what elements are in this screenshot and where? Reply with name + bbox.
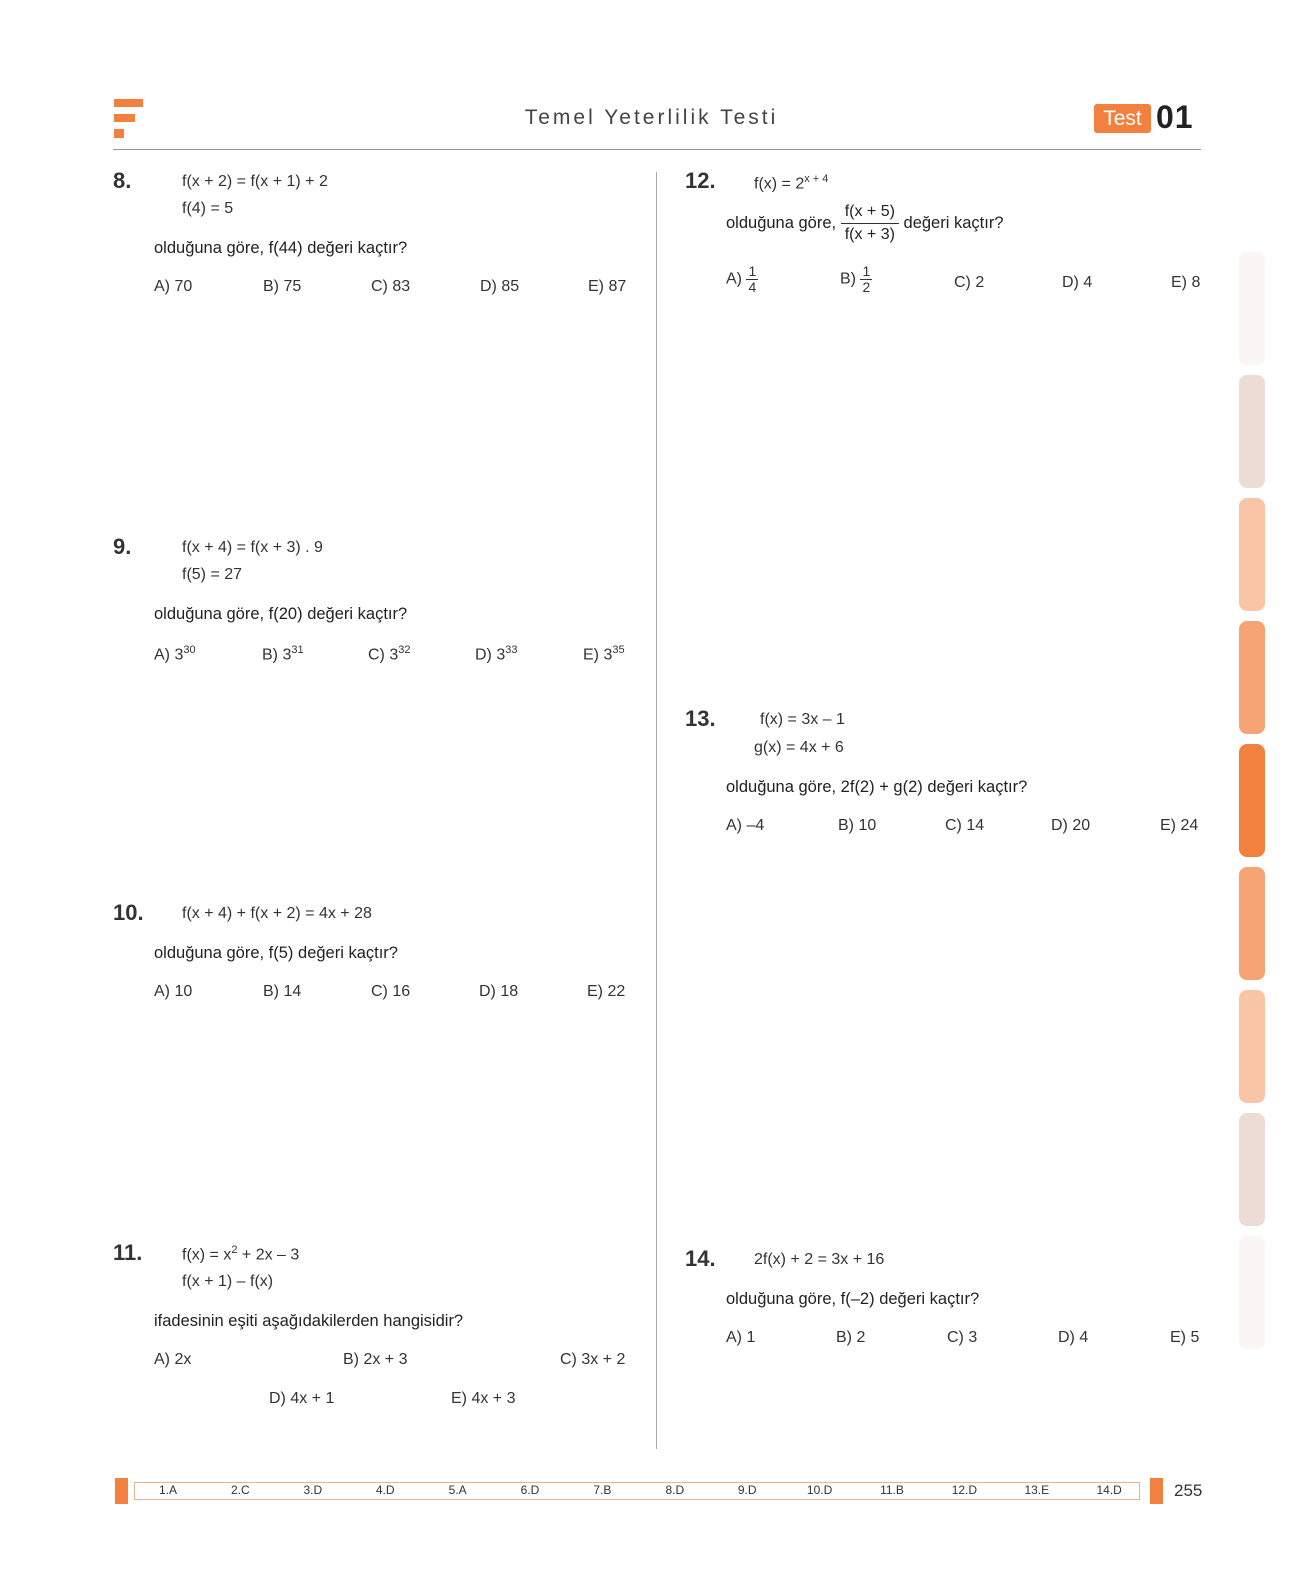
option-a[interactable]: A) –4 — [726, 817, 765, 834]
option-d[interactable]: D) 4x + 1 — [269, 1390, 335, 1407]
chapter-tab[interactable] — [1239, 1113, 1265, 1226]
given-line: f(x + 4) + f(x + 2) = 4x + 28 — [182, 905, 372, 922]
option-label: B) — [840, 270, 856, 288]
chapter-tab[interactable] — [1239, 252, 1265, 365]
answer-key-item: 6.D — [520, 1483, 540, 1497]
chapter-tab[interactable] — [1239, 990, 1265, 1103]
option-d[interactable] — [475, 644, 517, 664]
option-e[interactable]: E) 5 — [1170, 1329, 1200, 1346]
option-b[interactable]: B) 2x + 3 — [343, 1351, 408, 1368]
option-a[interactable]: A) 2x — [154, 1351, 192, 1368]
option-c[interactable]: C) 3x + 2 — [560, 1351, 626, 1368]
option-exponent: 33 — [505, 644, 518, 656]
option-e[interactable]: E) 22 — [587, 983, 626, 1000]
option-fraction — [860, 264, 872, 295]
answer-key-item: 10.D — [806, 1483, 833, 1497]
prompt-part: olduğuna göre, — [726, 213, 837, 232]
chapter-tab[interactable] — [1239, 867, 1265, 980]
option-c[interactable]: C) 2 — [954, 274, 985, 291]
given-line: f(x + 2) = f(x + 1) + 2 — [182, 173, 328, 190]
option-exponent: 32 — [398, 644, 411, 656]
question-prompt: ifadesinin eşiti aşağıdakilerden hangisidir? — [154, 1312, 464, 1330]
answer-key-item: 7.B — [593, 1483, 612, 1497]
test-number: 01 — [1156, 99, 1194, 135]
given-exponent: x + 4 — [804, 173, 829, 185]
page-number: 255 — [1174, 1481, 1203, 1500]
fraction-denominator: 4 — [748, 279, 757, 295]
question-prompt: olduğuna göre, f(44) değeri kaçtır? — [154, 239, 408, 257]
question-prompt — [726, 201, 1004, 246]
option-b[interactable]: B) 14 — [263, 983, 302, 1000]
option-c[interactable]: C) 3 — [947, 1329, 978, 1346]
given-line: g(x) = 4x + 6 — [754, 739, 844, 756]
option-c[interactable] — [368, 644, 410, 664]
question-prompt: olduğuna göre, f(5) değeri kaçtır? — [154, 944, 398, 962]
option-b[interactable] — [840, 264, 872, 295]
option-b[interactable]: B) 75 — [263, 278, 302, 295]
option-d[interactable]: D) 18 — [479, 983, 519, 1000]
answer-key-item: 12.D — [951, 1483, 978, 1497]
fraction — [841, 201, 899, 246]
option-d[interactable]: D) 4 — [1058, 1329, 1089, 1346]
answer-key-right-mark — [1150, 1478, 1163, 1504]
given-line: f(x) = 3x – 1 — [760, 711, 845, 728]
answer-key-left-mark — [115, 1478, 128, 1504]
option-label: A) 3 — [154, 646, 184, 664]
given-line: f(5) = 27 — [182, 566, 243, 583]
option-e[interactable] — [583, 644, 625, 664]
given-line — [182, 1244, 299, 1264]
chapter-tab[interactable] — [1239, 498, 1265, 611]
option-fraction — [746, 264, 758, 295]
option-a[interactable]: A) 1 — [726, 1329, 756, 1346]
option-label: A) — [726, 270, 742, 288]
answer-key-item: 1.A — [158, 1483, 177, 1497]
option-e[interactable]: E) 4x + 3 — [451, 1390, 516, 1407]
given-line: f(4) = 5 — [182, 200, 234, 217]
header-divider — [113, 149, 1201, 150]
option-c[interactable]: C) 83 — [371, 278, 411, 295]
answer-key-item: 14.D — [1096, 1483, 1122, 1497]
question-number: 9. — [113, 534, 132, 559]
option-b[interactable]: B) 10 — [838, 817, 877, 834]
question-prompt: olduğuna göre, f(20) değeri kaçtır? — [154, 605, 408, 623]
question-number: 14. — [685, 1246, 716, 1271]
option-label: B) 3 — [262, 646, 292, 664]
option-a[interactable]: A) 10 — [154, 983, 193, 1000]
fraction-numerator: 1 — [862, 263, 871, 279]
given-part: f(x) = x — [182, 1246, 232, 1264]
answer-key-item: 5.A — [448, 1483, 467, 1497]
page-title: Temel Yeterlilik Testi — [524, 106, 779, 129]
question-number: 10. — [113, 900, 144, 925]
chapter-tab[interactable] — [1239, 375, 1265, 488]
option-d[interactable]: D) 4 — [1062, 274, 1093, 291]
chapter-tab[interactable] — [1239, 1236, 1265, 1349]
answer-key-item: 13.E — [1024, 1483, 1050, 1497]
given-part: f(x) = 2 — [754, 175, 805, 193]
column-divider — [656, 172, 657, 1449]
option-exponent: 31 — [291, 644, 304, 656]
fraction-denominator: 2 — [862, 279, 871, 295]
answer-key-item: 4.D — [375, 1483, 395, 1497]
given-line — [754, 173, 828, 193]
question-prompt: olduğuna göre, f(–2) değeri kaçtır? — [726, 1290, 980, 1308]
given-exponent: 2 — [231, 1244, 238, 1256]
given-line: f(x + 4) = f(x + 3) . 9 — [182, 539, 323, 556]
question-prompt: olduğuna göre, 2f(2) + g(2) değeri kaçtır? — [726, 778, 1028, 796]
option-d[interactable]: D) 85 — [480, 278, 520, 295]
answer-key-item: 9.D — [737, 1483, 757, 1497]
logo-icon-bar-low — [114, 129, 124, 138]
prompt-part: değeri kaçtır? — [903, 213, 1004, 232]
option-a[interactable] — [154, 644, 196, 664]
option-d[interactable]: D) 20 — [1051, 817, 1091, 834]
option-label: C) 3 — [368, 646, 399, 664]
answer-key-item: 3.D — [303, 1483, 323, 1497]
option-b[interactable]: B) 2 — [836, 1329, 866, 1346]
option-e[interactable]: E) 24 — [1160, 817, 1199, 834]
test-badge: Test — [1094, 104, 1151, 133]
given-line: f(x + 1) – f(x) — [182, 1273, 274, 1290]
question-number: 12. — [685, 168, 716, 193]
answer-key-item: 8.D — [665, 1483, 685, 1497]
option-e[interactable]: E) 87 — [588, 278, 627, 295]
option-a[interactable] — [726, 264, 758, 295]
option-label: E) 3 — [583, 646, 613, 664]
option-label: D) 3 — [475, 646, 506, 664]
given-line: 2f(x) + 2 = 3x + 16 — [754, 1251, 885, 1268]
option-b[interactable] — [262, 644, 304, 664]
option-exponent: 30 — [183, 644, 196, 656]
chapter-tab[interactable] — [1239, 621, 1265, 734]
answer-key-item: 2.C — [231, 1483, 250, 1497]
question-number: 13. — [685, 706, 716, 731]
fraction-numerator: f(x + 5) — [841, 201, 899, 224]
option-c[interactable]: C) 14 — [945, 817, 985, 834]
option-exponent: 35 — [612, 644, 625, 656]
given-part: + 2x – 3 — [237, 1246, 300, 1264]
option-a[interactable]: A) 70 — [154, 278, 193, 295]
fraction-denominator: f(x + 3) — [844, 226, 895, 243]
fraction-numerator: 1 — [748, 263, 757, 279]
option-c[interactable]: C) 16 — [371, 983, 411, 1000]
chapter-tab[interactable] — [1239, 744, 1265, 857]
answer-key-item: 11.B — [880, 1483, 904, 1497]
question-number: 11. — [113, 1240, 143, 1265]
option-e[interactable]: E) 8 — [1171, 274, 1201, 291]
question-number: 8. — [113, 168, 132, 193]
